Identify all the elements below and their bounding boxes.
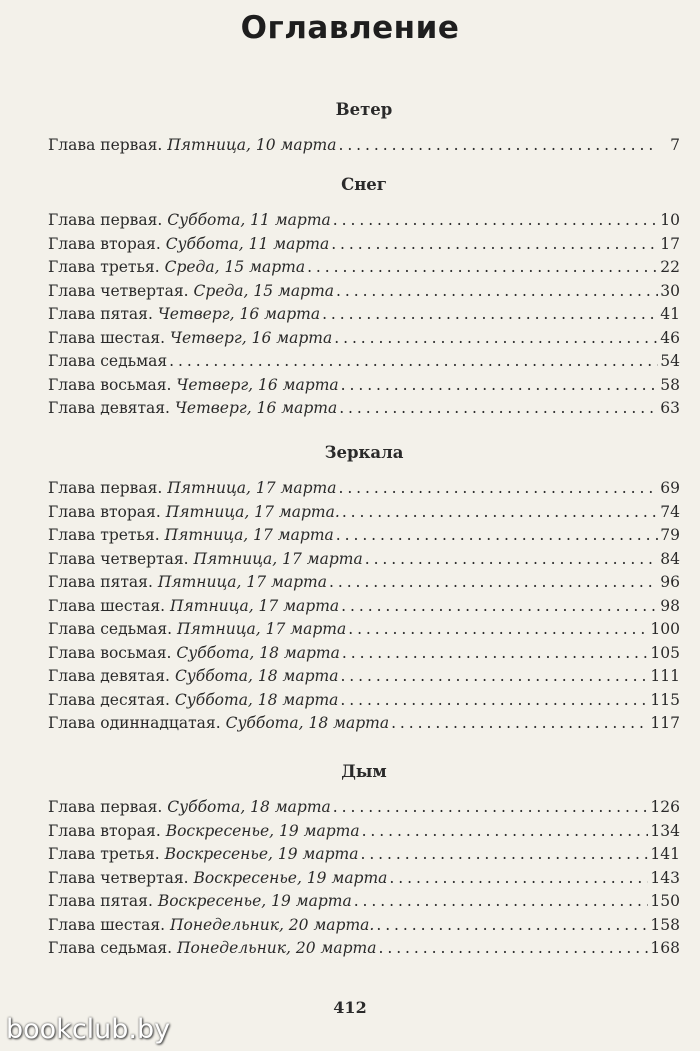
entry-page-number: 74 [660,502,680,521]
leader-dots [342,642,649,666]
toc-entry[interactable] [48,867,680,891]
entry-label [48,914,374,938]
entry-page-number: 115 [650,690,680,709]
chapter-subtitle: Суббота, 18 марта [167,798,331,816]
chapter-name: Глава первая. [48,211,163,229]
chapter-subtitle: Пятница, 17 марта [169,596,340,615]
chapter-name: Глава шестая. [48,596,166,615]
leader-dots [333,796,649,820]
watermark-text: bookclub.by [6,1014,171,1045]
leader-dots [341,374,658,398]
chapter-name: Глава первая. [48,136,163,154]
chapter-name: Глава десятая. [48,690,170,709]
toc-entry[interactable] [48,843,680,867]
leader-dots [307,256,658,280]
section-title: Снег [341,175,387,194]
entry-page-number: 79 [660,526,680,544]
entry-label [48,665,338,689]
chapter-name: Глава третья. [48,845,160,863]
toc-entry[interactable] [48,796,680,820]
leader-dots [169,350,658,374]
chapter-subtitle: Пятница, 17 марта [193,549,363,568]
toc-section [48,173,680,421]
chapter-subtitle: Пятница, 17 марта. [165,502,340,521]
entry-label [48,233,329,257]
entry-page-number: 126 [650,798,680,816]
chapter-name: Глава седьмая. [48,620,173,638]
chapter-subtitle: Среда, 15 марта [193,281,335,300]
toc-entry[interactable] [48,665,680,689]
entry-page-number: 54 [660,352,680,370]
chapter-subtitle: Пятница, 17 марта [164,526,334,544]
chapter-subtitle: Воскресенье, 19 марта [193,868,388,887]
chapter-subtitle: Четверг, 16 марта [169,328,333,347]
section-title: Ветер [335,100,393,119]
toc-entry[interactable] [48,618,680,642]
page-title: Оглавление [240,10,460,46]
entry-label [48,327,332,351]
chapter-subtitle: Суббота, 11 марта [165,234,330,253]
entry-page-number: 150 [650,892,680,910]
leader-dots [365,548,658,572]
chapter-name: Глава вторая. [48,821,161,840]
leader-dots [362,820,649,844]
leader-dots [348,618,648,642]
chapter-name: Глава седьмая [48,352,168,370]
entry-label [48,689,338,713]
leader-dots [338,477,658,501]
chapter-name: Глава восьмая. [48,375,172,394]
chapter-name: Глава девятая. [48,667,170,685]
leader-dots [338,134,658,158]
toc-entry[interactable] [48,256,680,280]
leader-dots [341,595,658,619]
entry-label [48,937,376,961]
chapter-subtitle: Воскресенье, 19 марта [165,821,360,840]
chapter-name: Глава шестая. [48,915,166,934]
chapter-subtitle: Воскресенье, 19 марта [157,892,352,910]
entry-page-number: 17 [660,234,680,253]
leader-dots [339,397,658,421]
leader-dots [391,712,648,736]
entry-label [48,501,340,525]
chapter-name: Глава первая. [48,798,163,816]
leader-dots [336,280,658,304]
leader-dots [360,843,648,867]
chapter-subtitle: Суббота, 18 марта [176,643,340,662]
chapter-name: Глава одиннадцатая. [48,714,221,732]
toc-entry[interactable] [48,712,680,736]
toc-entry[interactable] [48,134,680,158]
leader-dots [333,209,658,233]
toc-entry[interactable] [48,548,680,572]
entry-label [48,477,336,501]
toc-entry[interactable] [48,890,680,914]
toc-section [48,441,680,736]
page-number: 412 [333,998,367,1017]
leader-dots [331,233,658,257]
toc-entry[interactable] [48,397,680,421]
entry-page-number: 168 [650,939,680,957]
chapter-name: Глава третья. [48,526,160,544]
chapter-subtitle: Пятница, 17 марта [167,479,337,497]
leader-dots [354,890,649,914]
leader-dots [329,571,658,595]
chapter-name: Глава вторая. [48,234,161,253]
toc-section [48,98,680,158]
entry-page-number: 63 [660,399,680,417]
entry-label [48,618,346,642]
entry-page-number: 10 [660,211,680,229]
chapter-name: Глава четвертая. [48,868,189,887]
chapter-subtitle: Суббота, 18 марта [225,714,390,732]
leader-dots [376,914,648,938]
toc-entry[interactable] [48,524,680,548]
entry-label [48,890,352,914]
entry-page-number: 7 [670,136,680,154]
leader-dots [389,867,648,891]
entry-page-number: 143 [650,868,680,887]
chapter-name: Глава девятая. [48,399,170,417]
toc-entry[interactable] [48,642,680,666]
entry-label [48,524,334,548]
entry-label [48,571,327,595]
chapter-subtitle: Понедельник, 20 марта. [169,915,375,934]
chapter-subtitle: Пятница, 17 марта [177,620,347,638]
chapter-name: Глава пятая. [48,573,153,591]
toc-entry[interactable] [48,937,680,961]
entry-label [48,820,360,844]
entry-page-number: 46 [660,328,680,347]
toc-entry[interactable] [48,477,680,501]
toc-entry[interactable] [48,327,680,351]
chapter-subtitle: Четверг, 16 марта [174,399,338,417]
leader-dots [340,689,648,713]
entry-page-number: 100 [650,620,680,638]
toc-entry[interactable] [48,374,680,398]
chapter-subtitle: Пятница, 17 марта [157,573,327,591]
chapter-name: Глава первая. [48,479,163,497]
entry-page-number: 58 [660,375,680,394]
chapter-name: Глава шестая. [48,328,166,347]
toc-entry[interactable] [48,209,680,233]
chapter-subtitle: Воскресенье, 19 марта [164,845,359,863]
toc-entry[interactable] [48,501,680,525]
toc-entry[interactable] [48,689,680,713]
leader-dots [336,524,658,548]
chapter-name: Глава вторая. [48,502,161,521]
entry-page-number: 111 [650,667,680,685]
entry-label [48,642,340,666]
entry-label [48,595,339,619]
leader-dots [322,303,658,327]
entry-page-number: 141 [650,845,680,863]
entry-label [48,796,331,820]
chapter-name: Глава пятая. [48,892,153,910]
toc-entry[interactable] [48,914,680,938]
chapter-name: Глава седьмая. [48,939,173,957]
entry-page-number: 117 [650,714,680,732]
section-title: Зеркала [324,443,404,462]
entry-page-number: 98 [660,596,680,615]
entry-label [48,256,305,280]
entry-label [48,350,167,374]
entry-page-number: 41 [660,305,680,323]
toc-entry[interactable] [48,595,680,619]
chapter-name: Глава третья. [48,258,160,276]
entry-page-number: 105 [650,643,680,662]
entry-page-number: 96 [660,573,680,591]
entry-page-number: 69 [660,479,680,497]
toc-section [48,760,680,961]
entry-label [48,303,320,327]
chapter-name: Глава восьмая. [48,643,172,662]
chapter-subtitle: Четверг, 16 марта [157,305,321,323]
chapter-name: Глава четвертая. [48,281,189,300]
entry-label [48,548,363,572]
entry-page-number: 30 [660,281,680,300]
entry-page-number: 22 [660,258,680,276]
chapter-name: Глава пятая. [48,305,153,323]
chapter-subtitle: Суббота, 18 марта [174,690,339,709]
entry-page-number: 158 [650,915,680,934]
leader-dots [378,937,648,961]
chapter-name: Глава четвертая. [48,549,189,568]
entry-label [48,867,387,891]
toc-entry[interactable] [48,820,680,844]
entry-page-number: 134 [650,821,680,840]
toc-entry[interactable] [48,280,680,304]
leader-dots [334,327,658,351]
toc-entry[interactable] [48,350,680,374]
chapter-subtitle: Четверг, 16 марта [176,375,339,394]
entry-label [48,280,334,304]
entry-label [48,209,331,233]
chapter-subtitle: Среда, 15 марта [164,258,306,276]
chapter-subtitle: Суббота, 11 марта [167,211,331,229]
leader-dots [340,665,648,689]
toc-entry[interactable] [48,233,680,257]
entry-label [48,712,389,736]
entry-label [48,134,336,158]
toc-entry[interactable] [48,571,680,595]
section-title: Дым [341,762,387,781]
chapter-subtitle: Суббота, 18 марта [174,667,339,685]
leader-dots [342,501,658,525]
chapter-subtitle: Пятница, 10 марта [167,136,337,154]
entry-page-number: 84 [660,549,680,568]
entry-label [48,397,337,421]
toc-entry[interactable] [48,303,680,327]
chapter-subtitle: Понедельник, 20 марта [177,939,377,957]
entry-label [48,374,339,398]
entry-label [48,843,358,867]
